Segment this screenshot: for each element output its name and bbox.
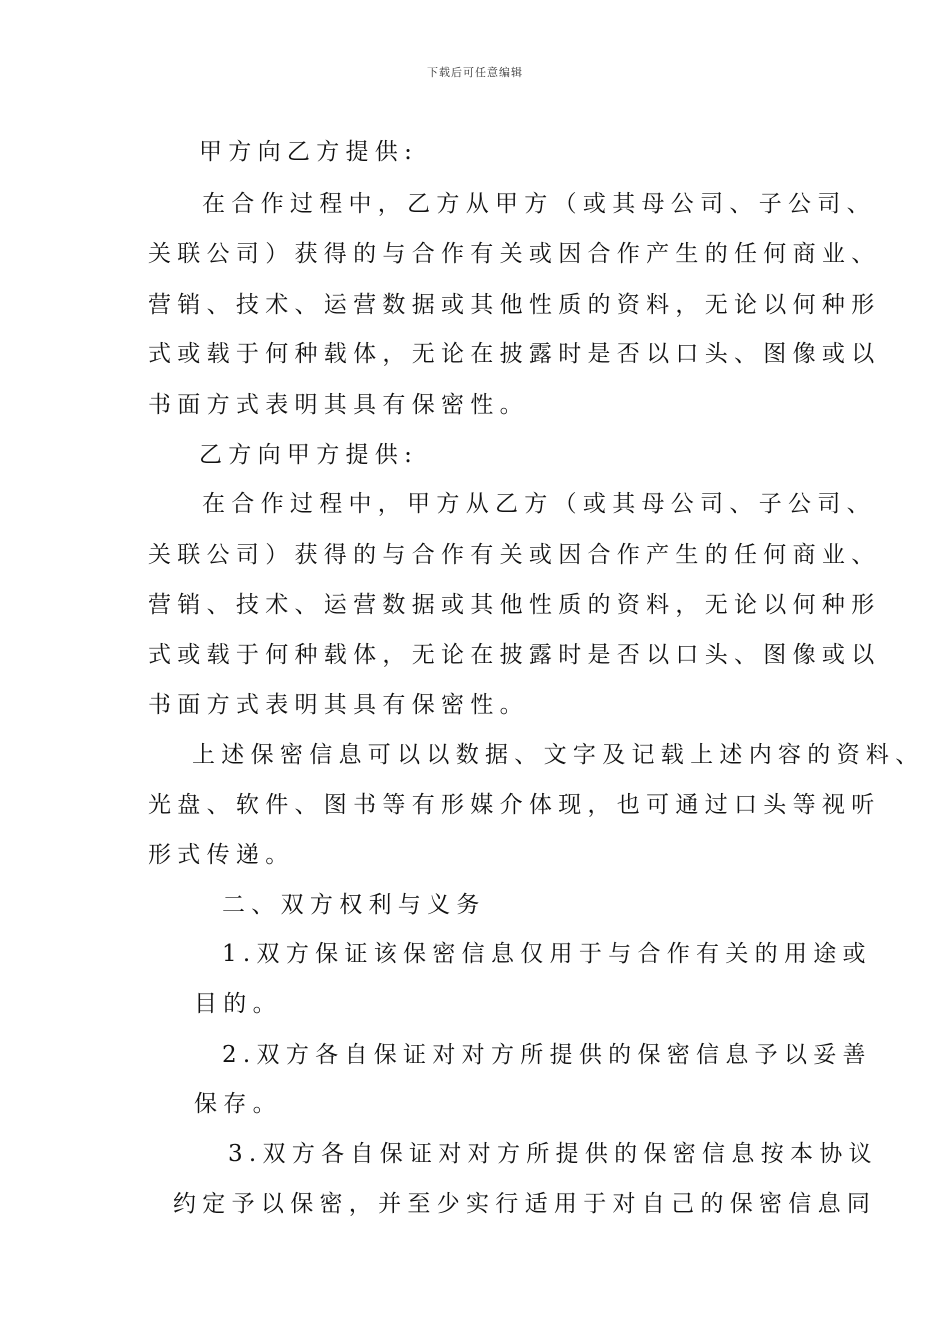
page-header: 下载后可任意编辑 xyxy=(427,66,523,79)
text-line: 书面方式表明其具有保密性。 xyxy=(148,692,529,718)
text-line: 甲方向乙方提供: xyxy=(199,139,419,165)
text-line: 书面方式表明其具有保密性。 xyxy=(148,392,529,418)
text-line: 在合作过程中，乙方从甲方（或其母公司、子公司、 xyxy=(202,191,876,217)
text-line: 形式传递。 xyxy=(148,842,295,868)
text-line: 乙方向甲方提供: xyxy=(199,442,419,468)
section-heading: 二、双方权利与义务 xyxy=(222,892,486,918)
text-line: 式或载于何种载体，无论在披露时是否以口头、图像或以 xyxy=(148,642,881,668)
text-line: 营销、技术、运营数据或其他性质的资料，无论以何种形 xyxy=(148,592,881,618)
text-line: 1.双方保证该保密信息仅用于与合作有关的用途或 xyxy=(222,941,872,967)
text-line: 光盘、软件、图书等有形媒介体现，也可通过口头等视听 xyxy=(148,792,881,818)
text-line: 2.双方各自保证对对方所提供的保密信息予以妥善 xyxy=(222,1042,872,1068)
text-line: 3.双方各自保证对对方所提供的保密信息按本协议 xyxy=(228,1141,878,1167)
text-line: 在合作过程中，甲方从乙方（或其母公司、子公司、 xyxy=(202,491,876,517)
text-line: 上述保密信息可以以数据、文字及记载上述内容的资料、 xyxy=(192,742,925,768)
text-line: 关联公司）获得的与合作有关或因合作产生的任何商业、 xyxy=(148,241,881,267)
text-line: 约定予以保密，并至少实行适用于对自己的保密信息同 xyxy=(173,1191,877,1217)
text-line: 保存。 xyxy=(194,1091,282,1117)
text-line: 营销、技术、运营数据或其他性质的资料，无论以何种形 xyxy=(148,292,881,318)
text-line: 目的。 xyxy=(194,991,282,1017)
text-line: 关联公司）获得的与合作有关或因合作产生的任何商业、 xyxy=(148,542,881,568)
text-line: 式或载于何种载体，无论在披露时是否以口头、图像或以 xyxy=(148,341,881,367)
